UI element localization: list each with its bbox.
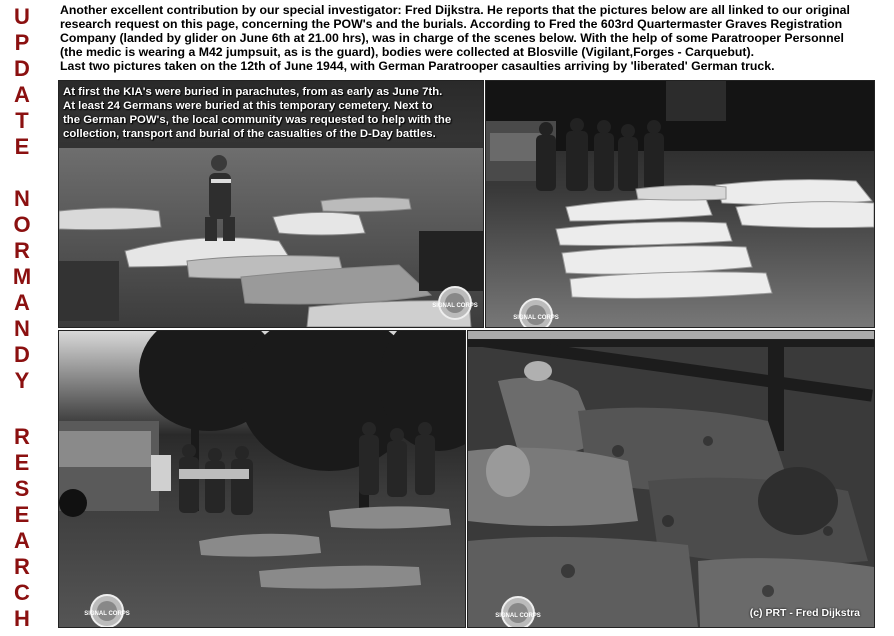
title-letter: A (14, 528, 30, 553)
title-letter: A (14, 290, 30, 315)
title-letter: E (14, 502, 30, 527)
title-letter: E (14, 134, 30, 159)
svg-text:SIGNAL CORPS: SIGNAL CORPS (495, 613, 541, 619)
vertical-title (0, 0, 44, 636)
caption-line: the German POW's, the local community was requested to help with the (63, 114, 452, 126)
title-letter: P (14, 30, 30, 55)
photo-caption (63, 85, 473, 141)
intro-text (60, 3, 880, 73)
photo-rows-of-bodies (485, 80, 875, 328)
title-letter: Y (14, 368, 30, 393)
intro-line: research request on this page, concerning the POW's and the burials. According to Fred the 603rd Quartermaster Graves Registration (60, 17, 843, 31)
title-letter: N (14, 186, 30, 211)
intro-line: Another excellent contribution by our special investigator: Fred Dijkstra. He reports that the pictures below are all linked to our original (60, 3, 850, 17)
intro-line: Last two pictures taken on the 12th of June 1944, with German Paratrooper casaulties arriving by 'liberated' German truck. (60, 59, 775, 73)
intro-line: (the medic is wearing a M42 jumpsuit, as is the guard), bodies were collected at Blosville (Vigilant,Forges - Carquebut). (60, 45, 755, 59)
title-letter: E (14, 450, 30, 475)
title-letter: H (14, 606, 30, 631)
title-letter: N (14, 316, 30, 341)
caption-line: collection, transport and burial of the casualties of the D-Day battles. (63, 128, 436, 140)
title-letter: R (14, 554, 30, 579)
title-letter: T (15, 108, 29, 133)
title-letter: M (12, 264, 32, 289)
title-letter: R (14, 238, 30, 263)
photo-credit: (c) PRT - Fred Dijkstra (749, 607, 860, 619)
title-letter: D (14, 342, 30, 367)
caption-line: At first the KIA's were buried in parachutes, from as early as June 7th. (63, 86, 443, 98)
title-letter: R (14, 424, 30, 449)
svg-text:SIGNAL CORPS: SIGNAL CORPS (432, 303, 478, 309)
intro-line: Company (landed by glider on June 6th at 21.00 hrs), was in charge of the scenes below. With the help of some Paratrooper Personnel (60, 31, 844, 45)
title-letter: D (14, 56, 30, 81)
svg-text:SIGNAL CORPS: SIGNAL CORPS (513, 315, 559, 321)
title-letter: U (14, 4, 30, 29)
photo-field-burials (58, 80, 484, 328)
title-letter: O (13, 212, 31, 237)
title-letter: A (14, 82, 30, 107)
photo-truck-casualties (467, 330, 875, 628)
title-letter: S (14, 476, 30, 501)
photo-unloading-truck (58, 330, 466, 628)
svg-text:SIGNAL CORPS: SIGNAL CORPS (84, 611, 130, 617)
caption-line: At least 24 Germans were buried at this temporary cemetery. Next to (63, 100, 433, 112)
title-letter: C (14, 580, 30, 605)
